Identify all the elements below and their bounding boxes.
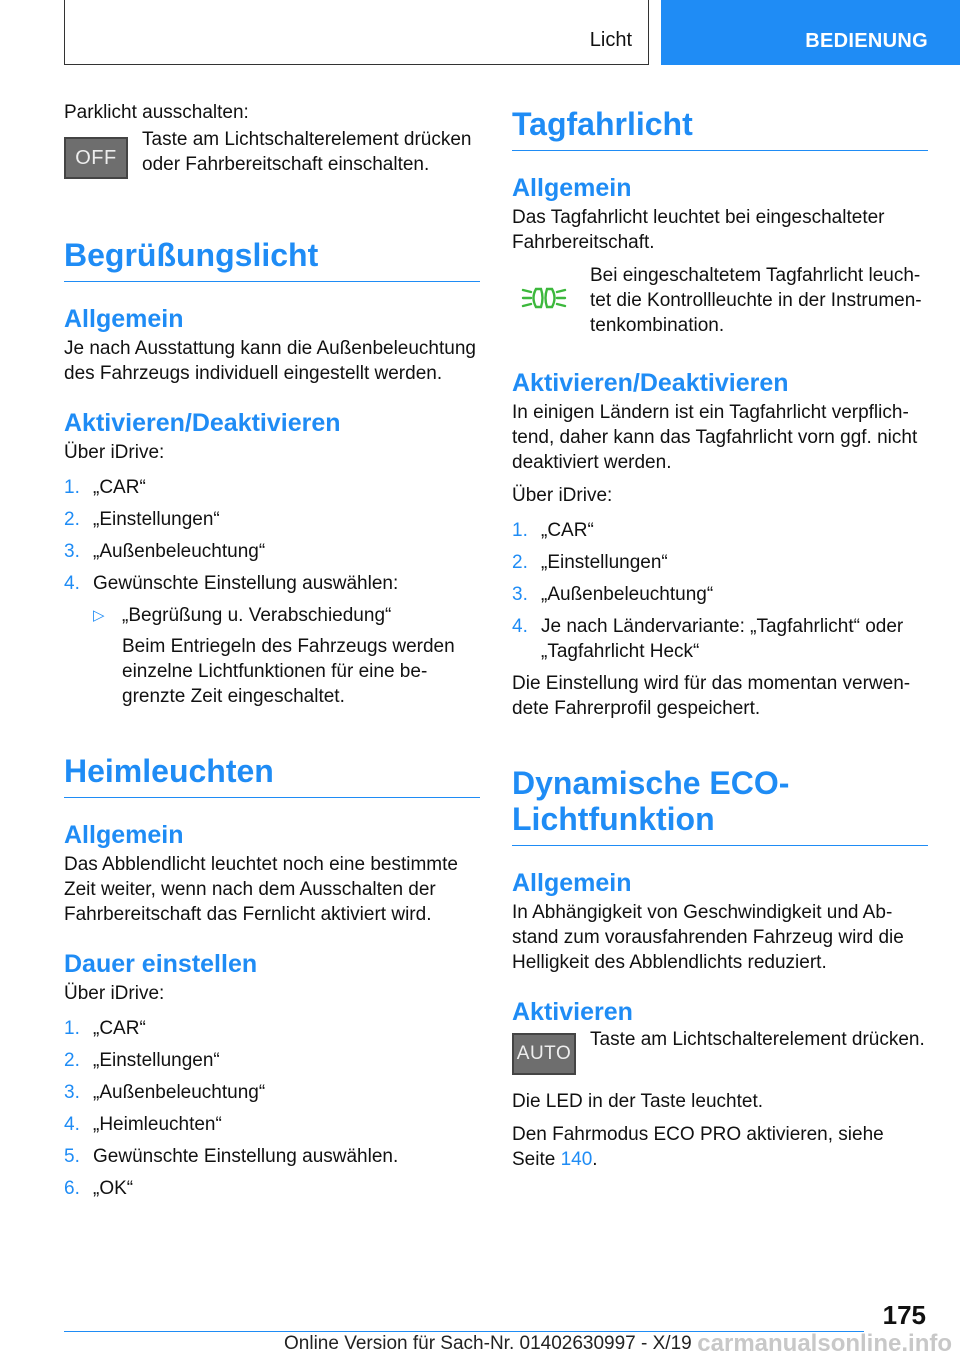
subsection-title-aktivieren: Aktivieren/Deaktivieren (64, 409, 341, 437)
subsection-title-aktivieren: Aktivieren (512, 998, 633, 1026)
list-item: 1. „CAR“ (64, 477, 146, 498)
header-chapter-title: BEDIENUNG (805, 30, 928, 52)
list-item: 3. „Außenbeleuchtung“ (64, 541, 266, 562)
triangle-bullet-icon: ▷ (93, 607, 105, 624)
off-key-icon: OFF (64, 137, 128, 179)
sub-list-item: ▷ „Begrüßung u. Verabschiedung“ (93, 605, 392, 626)
list-item: 2. „Einstellungen“ (64, 1050, 220, 1071)
list-item: 1. „CAR“ (64, 1018, 146, 1039)
list-item: 2. „Einstellungen“ (64, 509, 220, 530)
section-title-tagfahrlicht: Tagfahrlicht (512, 106, 928, 151)
led-text: Die LED in der Taste leuchtet. (512, 1091, 764, 1112)
header-chapter-tab (661, 0, 960, 65)
parklicht-intro: Parklicht ausschalten: (64, 102, 249, 123)
left-column (64, 100, 480, 1208)
idrive-intro: Über iDrive: (64, 983, 165, 1004)
subsection-title-allgemein: Allgemein (64, 821, 184, 849)
tagfahrlicht-text: Das Tagfahrlicht leuchtet bei eingeschalteter Fahrbereitschaft. (512, 207, 885, 253)
right-column (512, 100, 928, 1180)
watermark: carmanualsonline.info (697, 1330, 952, 1357)
auto-key-text: Taste am Lichtschalterelement drücken. (590, 1029, 925, 1050)
daytime-running-light-icon (512, 267, 576, 311)
list-item: 4. „Heimleuchten“ (64, 1114, 222, 1135)
list-item: 3. „Außenbeleuchtung“ (512, 584, 714, 605)
idrive-intro: Über iDrive: (512, 485, 613, 506)
aktivieren-text: In einigen Ländern ist ein Tagfahrlicht verpflichtend, daher kann das Tagfahrlicht vorn ggf. nicht deaktiviert werden. (512, 402, 918, 473)
auto-key-row (512, 1029, 928, 1075)
header-section-box (64, 0, 649, 65)
steps-list-begruessung (64, 475, 480, 596)
subsection-title-aktivieren: Aktivieren/Deaktivieren (512, 369, 789, 397)
fahrerprofil-text: Die Einstellung wird für das momentan verwendete Fahrerprofil gespeichert. (512, 673, 911, 719)
list-item: 6. „OK“ (64, 1178, 134, 1199)
steps-list-tagfahrlicht (512, 518, 928, 664)
subsection-title-allgemein: Allgemein (64, 305, 184, 333)
footer-online-version: Online Version für Sach-Nr. 01402630997 - X/19 (284, 1333, 692, 1354)
section-title-eco-lichtfunktion: Dynamische ECO-Lichtfunktion (512, 765, 928, 846)
list-item: 2. „Einstellungen“ (512, 552, 668, 573)
drl-indicator-text: Bei eingeschaltetem Tagfahrlicht leuchtet die Kontrollleuchte in der Instrumentenkombination. (590, 265, 922, 336)
subsection-title-allgemein: Allgemein (512, 869, 632, 897)
sub-list (93, 603, 480, 628)
section-title-begruessungslicht: Begrüßungslicht (64, 237, 480, 282)
list-item: 4. Gewünschte Einstellung auswählen: (64, 573, 399, 594)
steps-list-heimleuchten (64, 1016, 480, 1201)
list-item: 3. „Außenbeleuchtung“ (64, 1082, 266, 1103)
eco-pro-text: Den Fahrmodus ECO PRO aktivieren, siehe Seite 140. (512, 1124, 884, 1170)
subsection-title-dauer: Dauer einstellen (64, 950, 258, 978)
eco-text: In Abhängigkeit von Geschwindigkeit und Abstand zum vorausfahrenden Fahrzeug wird die Helligkeit des Abblendlichts reduziert. (512, 902, 904, 973)
idrive-intro: Über iDrive: (64, 442, 165, 463)
off-key-row (64, 129, 480, 179)
list-item: 5. Gewünschte Einstellung auswählen. (64, 1146, 399, 1167)
page-link[interactable]: 140 (560, 1149, 593, 1170)
auto-key-icon: AUTO (512, 1033, 576, 1075)
drl-indicator-row (512, 267, 928, 338)
off-key-text: Taste am Lichtschalterelement drücken oder Fahrbereitschaft einschalten. (142, 129, 472, 175)
page-number: 175 (882, 1300, 926, 1330)
allgemein-text: Je nach Ausstattung kann die Außenbeleuchtung des Fahrzeugs individuell eingestellt werden. (64, 338, 476, 384)
heimleuchten-text: Das Abblendlicht leuchtet noch eine bestimmte Zeit weiter, wenn nach dem Ausschalten der Fahrbereitschaft das Fernlicht aktiviert wird. (64, 854, 458, 925)
list-item: 4. Je nach Ländervariante: „Tagfahrlicht“ oder „Tagfahrlicht Heck“ (512, 616, 904, 662)
section-title-heimleuchten: Heimleuchten (64, 753, 480, 798)
sub-list-description: Beim Entriegeln des Fahrzeugs werden einzelne Lichtfunktionen für eine begrenzte Zeit eingeschaltet. (122, 636, 455, 707)
subsection-title-allgemein: Allgemein (512, 174, 632, 202)
header-section-title: Licht (589, 29, 632, 51)
list-item: 1. „CAR“ (512, 520, 594, 541)
